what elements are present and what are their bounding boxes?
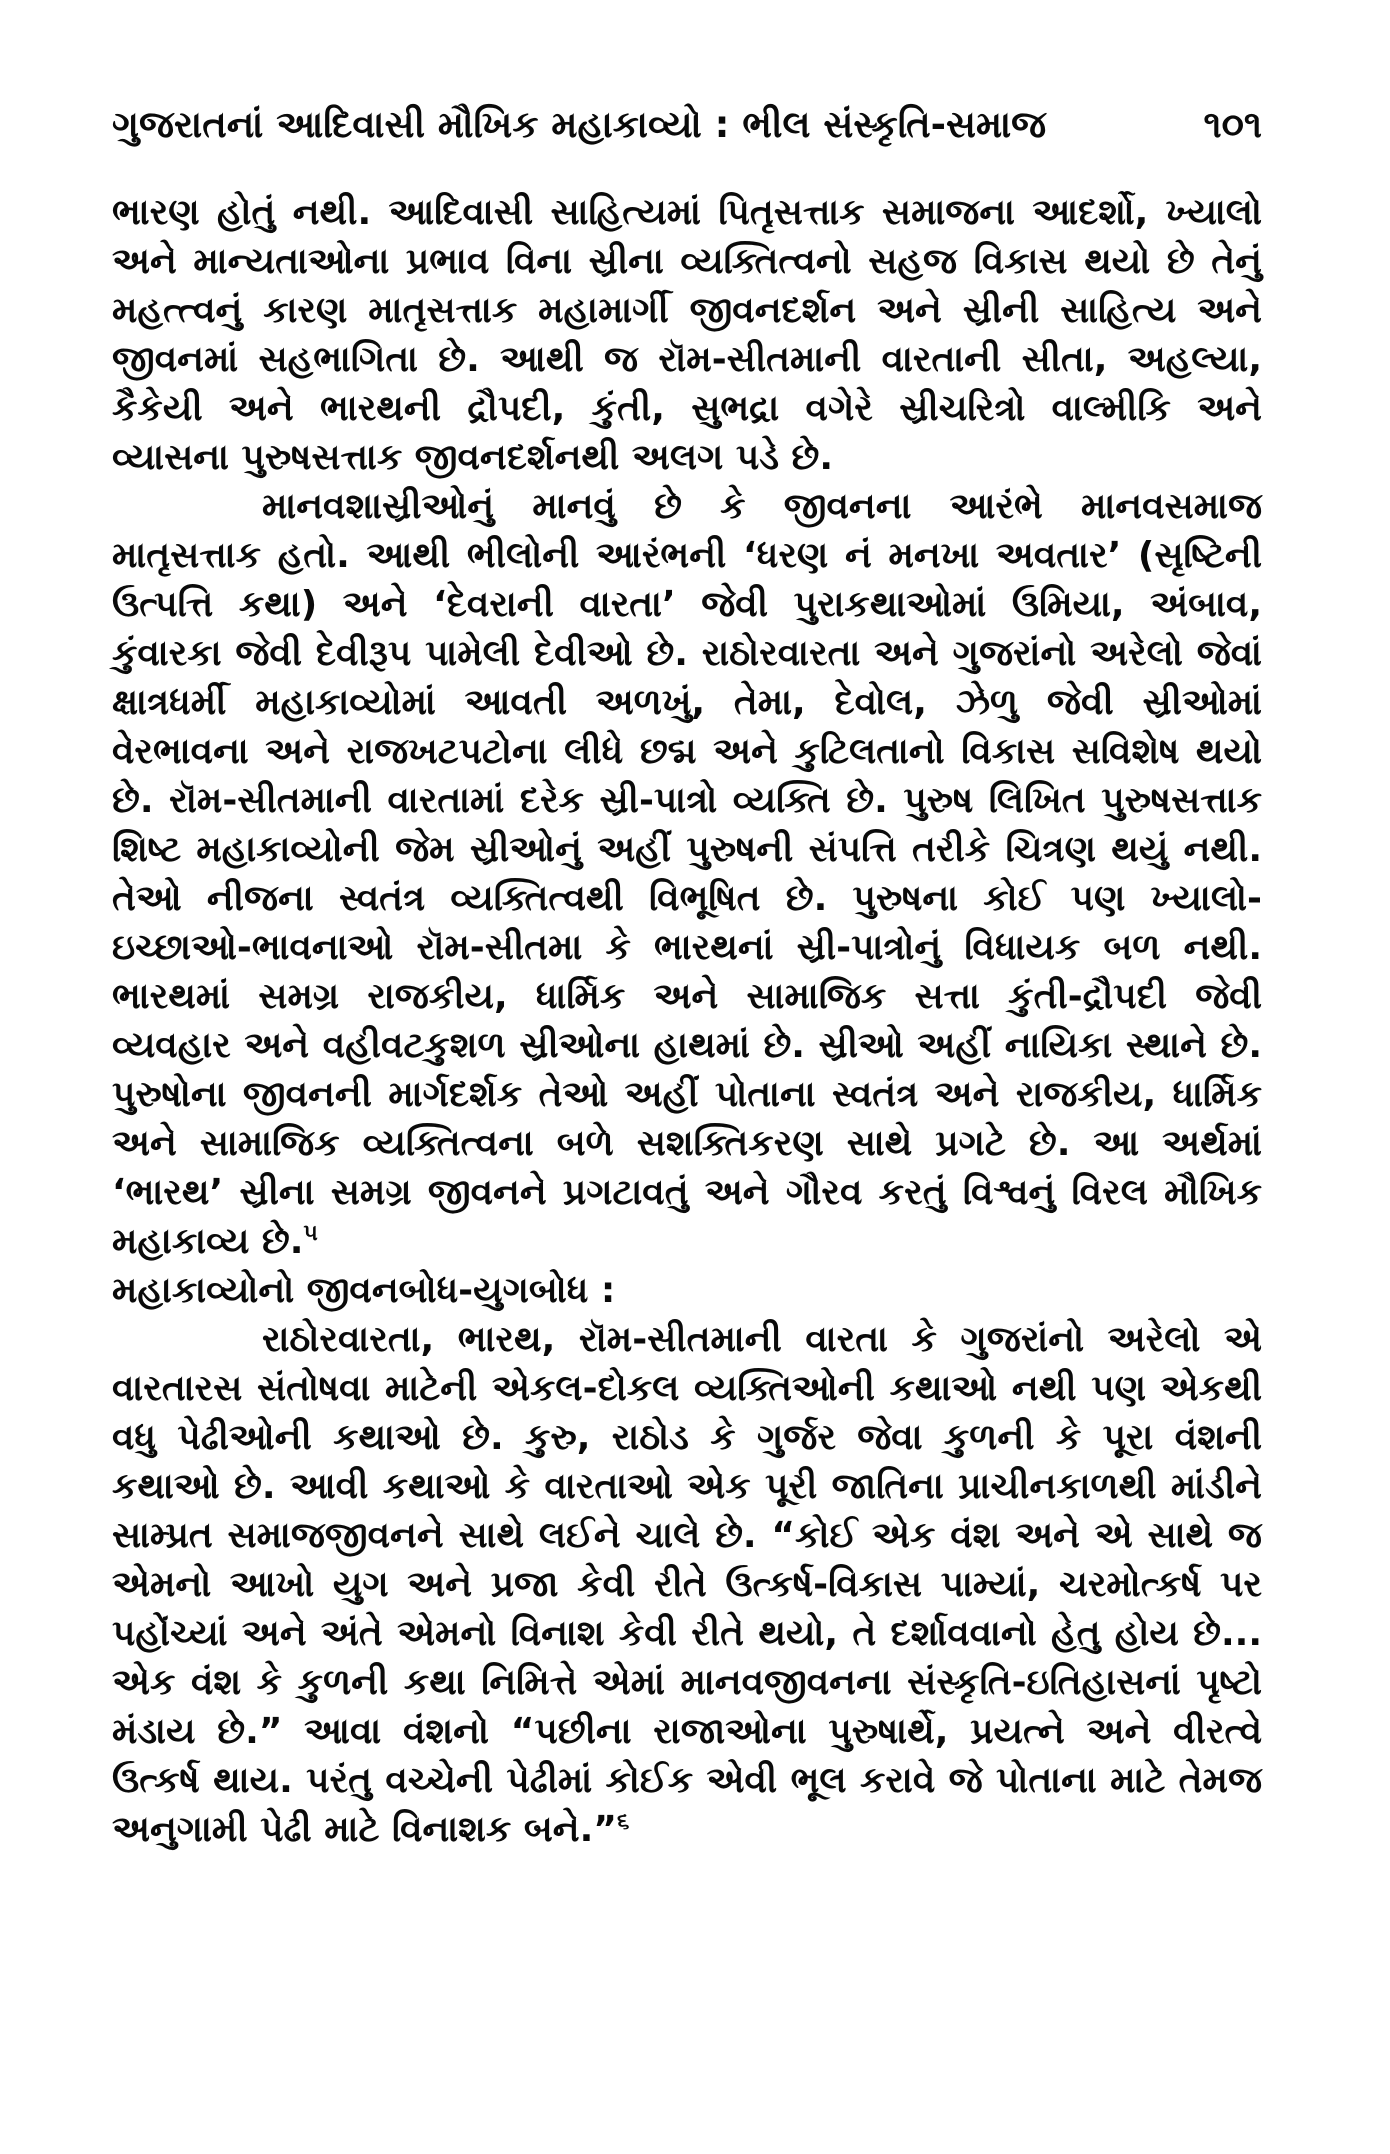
paragraph-2-text: માનવશાસ્રીઓનું માનવું છે કે જીવનના આરંભે માનવસમાજ માતૃસત્તાક હતો. આથી ભીલોની આરંભની ‘ધરણ નં મનખા અવતાર’ (સૃષ્ટિની ઉત્પત્તિ કથા) અને ‘દેવરાની વારતા’ જેવી પુરાકથાઓમાં ઉમિયા, અંબાવ, કુંવારકા જેવી દેવીરૂપ પામેલી દેવીઓ છે. રાઠોરવારતા અને ગુજરાંનો અરેલો જેવાં ક્ષાત્રધર્મી મહાકાવ્યોમાં આવતી અળખું, તેમા, દેવોલ, ઝેળુ જેવી સ્રીઓમાં વેરભાવના અને રાજખટપટોના લીધે છદ્મ અને કુટિલતાનો વિકાસ સવિશેષ થયો છે. રૉમ-સીતમાની વારતામાં દરેક સ્રી-પાત્રો વ્યક્તિ છે. પુરુષ લિખિત પુરુષસત્તાક શિષ્ટ મહાકાવ્યોની જેમ સ્રીઓનું અહીં પુરુષની સંપત્તિ તરીકે ચિત્રણ થયું નથી. તેઓ નીજના સ્વતંત્ર વ્યક્તિત્વથી વિભૂષિત છે. પુરુષના કોઈ પણ ખ્યાલો-ઇચ્છાઓ-ભાવનાઓ રૉમ-સીતમા કે ભારથનાં સ્રી-પાત્રોનું વિધાયક બળ નથી. ભારથમાં સમગ્ર રાજકીય, ધાર્મિક અને સામાજિક સત્તા કુંતી-દ્રૌપદી જેવી વ્યવહાર અને વહીવટકુશળ સ્રીઓના હાથમાં છે. સ્રીઓ અહીં નાયિકા સ્થાને છે. પુરુષોના જીવનની માર્ગદર્શક તેઓ અહીં પોતાના સ્વતંત્ર અને રાજકીય, ધાર્મિક અને સામાજિક વ્યક્તિત્વના બળે સશક્તિકરણ સાથે પ્રગટે છે. આ અર્થમાં ‘ભારથ’ સ્રીના સમગ્ર જીવનને પ્રગટાવતું અને ગૌરવ કરતું વિશ્વનું વિરલ મૌખિક મહાકાવ્ય છે. (112, 486, 1262, 1262)
footnote-marker: ૫ (303, 1221, 318, 1246)
paragraph-2 (112, 482, 1262, 1266)
paragraph-3 (112, 1315, 1262, 1854)
footnote-marker: ૬ (616, 1809, 630, 1834)
paragraph-3-text: રાઠોરવારતા, ભારથ, રૉમ-સીતમાની વારતા કે ગુજરાંનો અરેલો એ વારતારસ સંતોષવા માટેની એકલ-દોકલ વ્યક્તિઓની કથાઓ નથી પણ એકથી વધુ પેઢીઓની કથાઓ છે. કુરુ, રાઠોડ કે ગુર્જર જેવા કુળની કે પૂરા વંશની કથાઓ છે. આવી કથાઓ કે વારતાઓ એક પૂરી જાતિના પ્રાચીનકાળથી માંડીને સામ્પ્રત સમાજજીવનને સાથે લઈને ચાલે છે. “કોઈ એક વંશ અને એ સાથે જ એમનો આખો યુગ અને પ્રજા કેવી રીતે ઉત્કર્ષ-વિકાસ પામ્યાં, ચરમોત્કર્ષ પર પહોંચ્યાં અને અંતે એમનો વિનાશ કેવી રીતે થયો, તે દર્શાવવાનો હેતુ હોય છે... એક વંશ કે કુળની કથા નિમિત્તે એમાં માનવજીવનના સંસ્કૃતિ-ઇતિહાસનાં પૃષ્ટો મંડાય છે.” આવા વંશનો “પછીના રાજાઓના પુરુષાર્થે, પ્રયત્ને અને વીરત્વે ઉત્કર્ષ થાય. પરંતુ વચ્ચેની પેઢીમાં કોઈક એવી ભૂલ કરાવે જે પોતાના માટે તેમજ અનુગામી પેઢી માટે વિનાશક બને.” (112, 1319, 1262, 1850)
section-subheading: મહાકાવ્યોનો જીવનબોધ-યુગબોધ : (112, 1270, 616, 1311)
book-page (112, 100, 1262, 2100)
page-number: ૧૦૧ (1203, 103, 1262, 146)
running-title: ગુજરાતનાં આદિવાસી મૌખિક મહાકાવ્યો : ભીલ સંસ્કૃતિ-સમાજ (112, 103, 1047, 146)
running-header (112, 100, 1262, 150)
paragraph-continued (112, 188, 1262, 482)
paragraph-1-text: ભારણ હોતું નથી. આદિવાસી સાહિત્યમાં પિતૃસત્તાક સમાજના આદર્શો, ખ્યાલો અને માન્યતાઓના પ્રભાવ વિના સ્રીના વ્યક્તિત્વનો સહજ વિકાસ થયો છે તેનું મહત્ત્વનું કારણ માતૃસત્તાક મહામાર્ગી જીવનદર્શન અને સ્રીની સાહિત્ય અને જીવનમાં સહભાગિતા છે. આથી જ રૉમ-સીતમાની વારતાની સીતા, અહલ્યા, કૈકેયી અને ભારથની દ્રૌપદી, કુંતી, સુભદ્રા વગેરે સ્રીચરિત્રો વાલ્મીકિ અને વ્યાસના પુરુષસત્તાક જીવનદર્શનથી અલગ પડે છે. (112, 192, 1262, 478)
